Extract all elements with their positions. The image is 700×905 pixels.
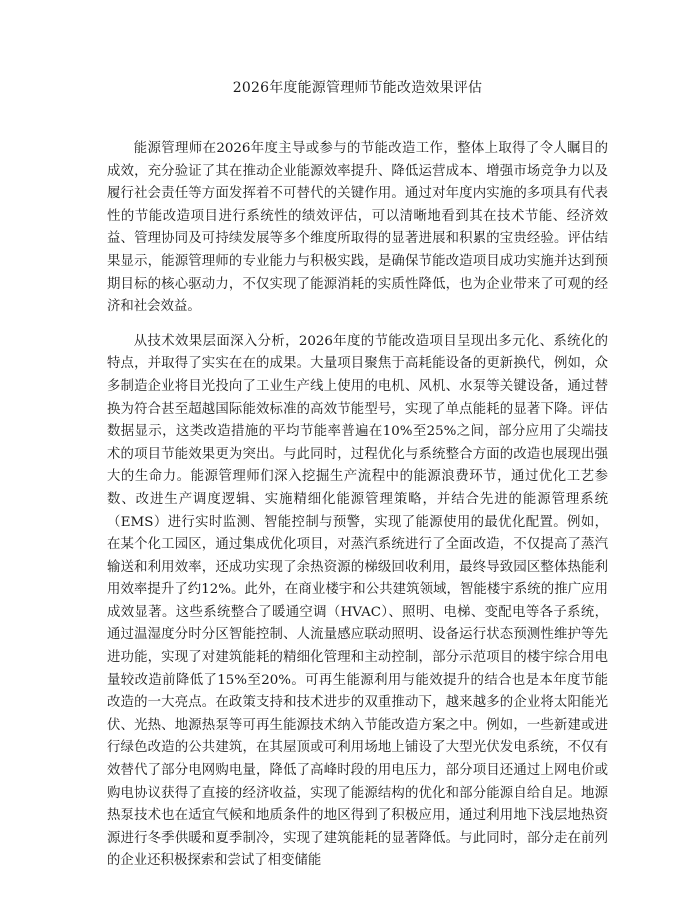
paragraph-intro: 能源管理师在2026年度主导或参与的节能改造工作，整体上取得了令人瞩目的成效，充分验证了其在推动企业能源效率提升、降低运营成本、增强市场竞争力以及履行社会责任等方面发挥着不可替代的关键作用。通过对年度内实施的多项具有代表性的节能改造项目进行系统性的绩效评估，可以清晰地看到其在技术节能、经济效益、管理协同及可持续发展等多个维度所取得的显著进展和积累的宝贵经验。评估结果显示，能源管理师的专业能力与积极实践，是确保节能改造项目成功实施并达到预期目标的核心驱动力，不仅实现了能源消耗的实质性降低，也为企业带来了可观的经济和社会效益。 — [107, 141, 608, 315]
document-title: 2026年度能源管理师节能改造效果评估 — [232, 80, 483, 96]
paragraph-technical-analysis: 从技术效果层面深入分析，2026年度的节能改造项目呈现出多元化、系统化的特点，并取得了实实在在的成果。大量项目聚焦于高耗能设备的更新换代，例如，众多制造企业将目光投向了工业生产线上使用的电机、风机、水泵等关键设备，通过替换为符合甚至超越国际能效标准的高效节能型号，实现了单点能耗的显著下降。评估数据显示，这类改造措施的平均节能率普遍在10%至25%之间，部分应用了尖端技术的项目节能效果更为突出。与此同时，过程优化与系统整合方面的改造也展现出强大的生命力。能源管理师们深入挖掘生产流程中的能源浪费环节，通过优化工艺参数、改进生产调度逻辑、实施精细化能源管理策略，并结合先进的能源管理系统（EMS）进行实时监测、智能控制与预警，实现了能源使用的最优化配置。例如，在某个化工园区，通过集成优化项目，对蒸汽系统进行了全面改造，不仅提高了蒸汽输送和利用效率，还成功实现了余热资源的梯级回收利用，最终导致园区整体热能利用效率提升了约12%。此外，在商业楼宇和公共建筑领域，智能楼宇系统的推广应用成效显著。这些系统整合了暖通空调（HVAC）、照明、电梯、变配电等各子系统，通过温湿度分时分区智能控制、人流量感应联动照明、设备运行状态预测性维护等先进功能，实现了对建筑能耗的精细化管理和主动控制，部分示范项目的楼宇综合用电量较改造前降低了15%至20%。可再生能源利用与能效提升的结合也是本年度节能改造的一大亮点。在政策支持和技术进步的双重推动下，越来越多的企业将太阳能光伏、光热、地源热泵等可再生能源技术纳入节能改造方案之中。例如，一些新建或进行绿色改造的公共建筑，在其屋顶或可利用场地上铺设了大型光伏发电系统，不仅有效替代了部分电网购电量，降低了高峰时段的用电压力，部分项目还通过上网电价或购电协议获得了直接的经济收益，实现了能源结构的优化和部分能源自给自足。地源热泵技术也在适宜气候和地质条件的地区得到了积极应用，通过利用地下浅层地热资源进行冬季供暖和夏季制冷，实现了建筑能耗的显著降低。与此同时，部分走在前列的企业还积极探索和尝试了相变储能 — [107, 333, 608, 869]
